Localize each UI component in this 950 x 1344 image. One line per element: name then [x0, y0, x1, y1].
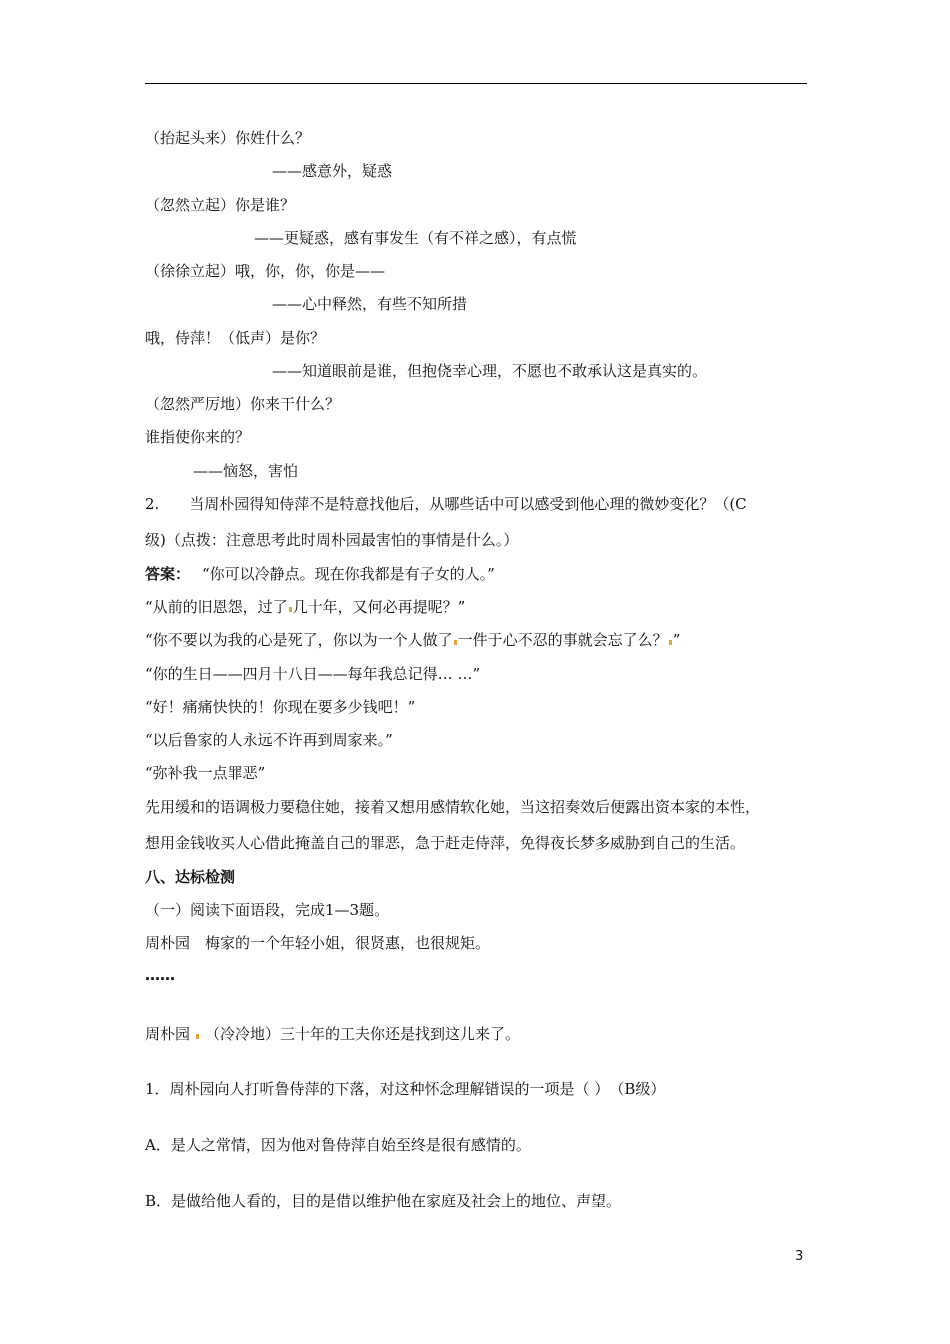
- quote-1-part-b: 几十年，又何必再提呢？”: [292, 598, 466, 616]
- excerpt-line-2: [145, 1024, 520, 1044]
- quote-2: [145, 630, 680, 650]
- quote-2-part-c: ”: [672, 631, 681, 649]
- emphasis-dot: [196, 1034, 199, 1039]
- header-rule: [145, 83, 807, 84]
- script-line-1: （抬起头来）你姓什么？: [145, 129, 311, 147]
- annotation-1: ——感意外，疑惑: [272, 162, 393, 180]
- quote-5: “以后鲁家的人永远不许再到周家来。”: [145, 731, 393, 749]
- quote-1: [145, 597, 465, 617]
- analysis-line-1: 先用缓和的语调极力要稳住她，接着又想用感情软化她，当这招奏效后便露出资本家的本性，: [145, 798, 761, 816]
- answer-text: “你可以冷静点。现在你我都是有子女的人。”: [202, 565, 495, 583]
- script-line-3: （徐徐立起）哦，你，你，你是——: [145, 262, 386, 280]
- quote-2-part-b: 一件于心不忍的事就会忘了么？: [457, 631, 668, 649]
- excerpt-speaker: 周朴园: [145, 1025, 191, 1043]
- script-line-4: 哦，侍萍！（低声）是你？: [145, 329, 326, 347]
- quote-4: “好！痛痛快快的！你现在要多少钱吧！”: [145, 698, 416, 716]
- script-line-2: （忽然立起）你是谁？: [145, 196, 296, 214]
- emphasis-dot: [669, 640, 672, 645]
- section-title: 八、达标检测: [145, 868, 236, 886]
- answer-label: 答案：: [145, 565, 191, 583]
- excerpt-line-1: 周朴园 梅家的一个年轻小姐，很贤惠，也很规矩。: [145, 934, 491, 952]
- annotation-3: ——心中释然，有些不知所措: [272, 295, 468, 313]
- emphasis-dot: [454, 640, 457, 645]
- quote-6: “弥补我一点罪恶”: [145, 764, 266, 782]
- option-a: A．是人之常情，因为他对鲁侍萍自始至终是很有感情的。: [145, 1136, 531, 1154]
- ellipsis: ……: [145, 966, 175, 984]
- analysis-line-2: 想用金钱收买人心借此掩盖自己的罪恶，急于赶走侍萍，免得夜长梦多威胁到自己的生活。: [145, 834, 746, 852]
- quote-2-part-a: “你不要以为我的心是死了，你以为一个人做了: [145, 631, 453, 649]
- part-intro: （一）阅读下面语段，完成1—3题。: [145, 901, 390, 919]
- option-b: B．是做给他人看的，目的是借以维护他在家庭及社会上的地位、声望。: [145, 1192, 622, 1210]
- script-line-5: （忽然严厉地）你来干什么？: [145, 395, 341, 413]
- quote-1-part-a: “从前的旧恩怨，过了: [145, 598, 288, 616]
- question-2-hint: 级)（点拨：注意思考此时周朴园最害怕的事情是什么。）: [145, 531, 519, 549]
- script-line-6: 谁指使你来的？: [145, 428, 251, 446]
- excerpt-speech: （冷冷地）三十年的工夫你还是找到这儿来了。: [205, 1025, 521, 1043]
- question-2: 2. 当周朴园得知侍萍不是特意找他后，从哪些话中可以感受到他心理的微妙变化？（(C: [145, 495, 747, 513]
- annotation-2: ——更疑惑，感有事发生（有不祥之感），有点慌: [254, 229, 577, 247]
- annotation-5: ——恼怒，害怕: [193, 462, 299, 480]
- answer-line: [145, 564, 495, 584]
- question-1: 1．周朴园向人打听鲁侍萍的下落，对这种怀念理解错误的一项是（ ） （B级）: [145, 1080, 666, 1098]
- emphasis-dot: [289, 607, 292, 612]
- annotation-4: ——知道眼前是谁，但抱侥幸心理，不愿也不敢承认这是真实的。: [272, 362, 708, 380]
- page-number: 3: [795, 1249, 804, 1264]
- quote-3: “你的生日——四月十八日——每年我总记得… …”: [145, 665, 481, 683]
